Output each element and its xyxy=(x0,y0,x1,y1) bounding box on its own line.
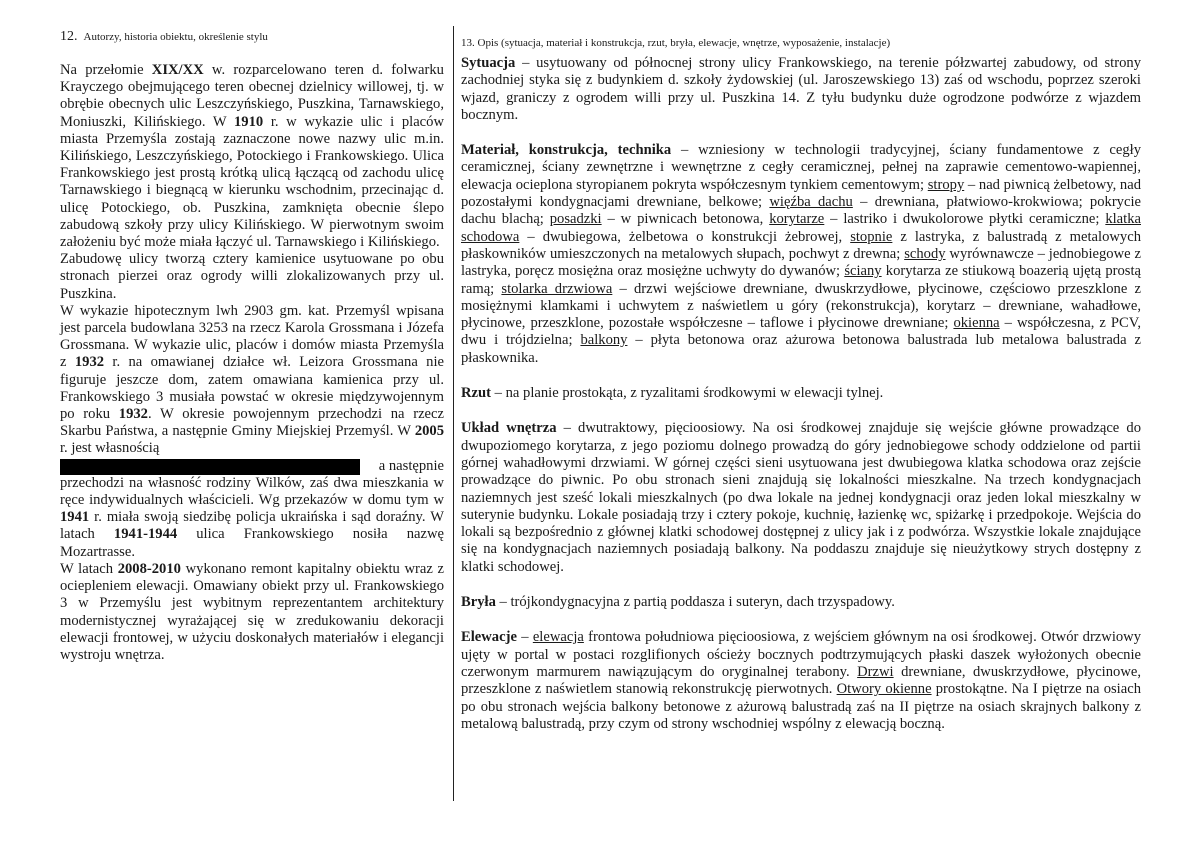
right-section-header: 13. Opis (sytuacja, materiał i konstrukcja, rzut, bryła, elewacje, wnętrze, wyposażenie, instalacje) xyxy=(461,37,891,49)
section-heading: Elewacje xyxy=(461,629,517,646)
history-paragraph-3-cont: przechodzi na własność rodziny Wilków, zaś dwa mieszkania w ręce indywidualnych właścicieli. Wg przekazów w domu tym w 1941 r. miała swoją siedzibę policja ukraińska i sąd doraźny. W latach 1941-1944 ulica Frankowskiego nosiła nazwę Mozartrasse. xyxy=(60,474,444,560)
section-elewacje: Elewacje – elewacja frontowa południowa pięcioosiowa, z wejściem głównym na osi środkowej. Otwór drzwiowy ujęty w portal w postaci rozglifionych ościeży bocznych podtrzymujących płaski daszek wyłożonych obecnie czerwonym marmurem nawiązującym do oryginalnej terabony. Drzwi drewniane, dwuskrzydłowe, płycinowe, przeszklone z naświetlem stanowią rekonstrukcję pierwotnych. Otwory okienne prostokątne. Na I piętrze na osiach po obu stronach wejścia balkony betonowe z ażurową balustradą zaś na II piętrze na osiach skrajnych balkony z metalową balustradą, przy czym od strony wschodniej wspólny z elewacją boczną. xyxy=(461,629,1142,732)
section-bryla: Bryła – trójkondygnacyjna z partią poddasza i suteryn, dach trzyspadowy. xyxy=(461,594,895,611)
section-heading: Sytuacja xyxy=(461,55,516,71)
history-paragraph-3: W wykazie hipotecznym lwh 2903 gm. kat. Przemyśl wpisana jest parcela budowlana 3253 na rzecz Karola Grossmana i Józefa Grossmana. W wykazie ulic, placów i domów miasta Przemyśla z 1932 r. na omawianej działce wł. Leizora Grossmana nie figuruje jeszcze dom, zatem omawiana kamienica przy ul. Frankowskiego 3 musiała powstać w okresie międzywojennym po roku 1932. W okresie powojennym przechodzi na rzecz Skarbu Państwa, a następnie Gminy Miejskiej Przemyśl. W 2005 r. jest własnością xyxy=(60,302,444,457)
section-title: Autorzy, historia obiektu, określenie stylu xyxy=(83,31,268,43)
description-column xyxy=(461,55,1141,751)
section-heading: Materiał, konstrukcja, technika xyxy=(461,142,672,159)
section-number: 12. xyxy=(60,29,78,44)
section-heading: Rzut xyxy=(461,385,491,402)
section-sytuacja: Sytuacja – usytuowany od północnej strony ulicy Frankowskiego, na terenie półzwartej zabudowy, od strony zachodniej styka się z budynkiem d. szkoły żydowskiej (ul. Jaroszewskiego 13) zaś od wschodu, poprzez szeroki wjazd, graniczy z ogrodem willi przy ul. Puszkina 14. Z tyłu budynku duże ogrodzone podwórze z wjazdem bocznym. xyxy=(461,55,1141,123)
history-paragraph-2: Zabudowę ulicy tworzą cztery kamienice usytuowane po obu stronach pierzei oraz ogrody willi zlokalizowanych przy ul. Puszkina. xyxy=(60,251,444,302)
section-heading: Bryła xyxy=(461,594,496,611)
column-divider xyxy=(453,26,454,801)
section-uklad-wnetrza: Układ wnętrza – dwutraktowy, pięcioosiowy. Na osi środkowej znajduje się wejście główne prowadzące do dwupoziomego korytarza, z jego poziomu dolnego prowadzą do góry jednobiegowe schody oddzielone od partii górnej wahadłowymi drzwiami. W górnej części sieni usytuowana jest dwubiegowa klatka schodowa oraz zejście prowadzące do piwnic. Po obu stronach sieni znajdują się lokalności mieszkalne. Na trzech kondygnacjach naziemnych jest sześć lokali mieszkalnych (po dwa lokale na jednej kondygnacji oraz jeden lokal mieszkalny w suterynie budynku. Lokale posiadają trzy i cztery pokoje, kuchnię, łazienkę wc, spiżarkę i przedpokoje. Wejścia do lokali są bezpośrednio z głównej klatki schodowej dostępnej z ulicy jak i z podwórza. Wszystkie lokale znajdujące się na kondygnacjach naziemnych posiadają balkony. Na poddaszu znajduje się nieużytkowy strych dostępny z klatki schodowej. xyxy=(461,420,1141,575)
section-material: Materiał, konstrukcja, technika – wzniesiony w technologii tradycyjnej, ściany fundamentowe z cegły ceramicznej, ściany zewnętrzne i wewnętrzne z cegły ceramicznej, pełnej na zaprawie cementowo-wapiennej, elewacja ocieplona styropianem pokryta współczesnym tynkiem cementowym; stropy – nad piwnicą żelbetowy, nad pozostałymi kondygnacjami drewniane, belkowe; więźba dachu – drewniana, płatwiowo-krokwiowa; pokrycie dachu blachą; posadzki – w piwnicach betonowa, korytarze – lastriko i dwukolorowe płytki ceramiczne; klatka schodowa – dwubiegowa, żelbetowa o konstrukcji żebrowej, stopnie z lastryka, z balustradą z metalowych płaskowników umieszczonych na metalowych słupach, pochwyt z drewna; schody wyrównawcze – jednobiegowe z lastryka, poręcz mosiężna oraz mosiężne uchwyty do dywanów; ściany korytarza ze stiukową boazerią ujętą prostą ramą; stolarka drzwiowa – drzwi wejściowe drewniane, dwuskrzydłowe, płycinowe, częściowo przeszklone z mosiężnymi klamkami i uchwytem z naświetlem u góry (rekonstrukcja), korytarz – drewniane, wahadłowe, płycinowe, przeszklone, pozostałe współczesne – taflowe i płycinowe drewniane; okienna – współczesna, z PCV, dwu i trójdzielna; balkony – płyta betonowa oraz ażurowa betonowa balustrada lub metalowa balustrada z płaskownika. xyxy=(461,142,1141,366)
history-paragraph-1: Na przełomie XIX/XX w. rozparcelowano teren d. folwarku Krayczego obejmującego teren obecnej dzielnicy willowej, tj. w obrębie obecnych ulic Leszczyńskiego, Puszkina, Tarnawskiego, Moniuszki, Kilińskiego. W 1910 r. w wykazie ulic i placów miasta Przemyśla zostają zaznaczone nowe nazwy ulic m.in. Kilińskiego, Leszczyńskiego, Potockiego i Frankowskiego. Ulica Frankowskiego jest prostą krótką ulicą łączącą od zachodu ulicę Tarnawskiego i biegnącą w kierunku wschodnim, przecinając d. ulicę Potockiego, ob. Puszkina, zamknięta obecnie ślepo zabudową szkoły przy ulicy Kilińskiego. W pierwotnym swoim założeniu być może miała łączyć ul. Tarnawskiego i Kilińskiego. xyxy=(60,62,444,251)
history-column: Na przełomie XIX/XX w. rozparcelowano teren d. folwarku Krayczego obejmującego teren obecnej dzielnicy willowej, tj. w obrębie obecnych ulic Leszczyńskiego, Puszkina, Tarnawskiego, Moniuszki, Kilińskiego. W 1910 r. w wykazie ulic i placów miasta Przemyśla zostają zaznaczone nowe nazwy ulic m.in. Kilińskiego, Leszczyńskiego, Potockiego i Frankowskiego. Ulica Frankowskiego jest prostą krótką ulicą łączącą od zachodu ulicę Tarnawskiego i biegnącą w kierunku wschodnim, przecinając d. ulicę Potockiego, ob. Puszkina, zamknięta obecnie ślepo zabudową szkoły przy ulicy Kilińskiego. W pierwotnym swoim założeniu być może miała łączyć ul. Tarnawskiego i Kilińskiego. Zabudowę ulicy tworzą cztery kamienice usytuowane po obu stronach pierzei oraz ogrody willi zlokalizowanych przy ul. Puszkina. W wykazie hipotecznym lwh 2903 gm. kat. Przemyśl wpisana jest parcela budowlana 3253 na rzecz Karola Grossmana i Józefa Grossmana. W wykazie ulic, placów i domów miasta Przemyśla z 1932 r. na omawianej działce wł. Leizora Grossmana nie figuruje jeszcze dom, zatem omawiana kamienica przy ul. Frankowskiego 3 musiała powstać w okresie międzywojennym po roku 1932. W okresie powojennym przechodzi na rzecz Skarbu Państwa, a następnie Gminy Miejskiej Przemyśl. W 2005 r. jest własnością a następnie przechodzi na własność rodziny Wilków, zaś dwa mieszkania w ręce indywidualnych właścicieli. Wg przekazów w domu tym w 1941 r. miała swoją siedzibę policja ukraińska i sąd doraźny. W latach 1941-1944 ulica Frankowskiego nosiła nazwę Mozartrasse. W latach 2008-2010 wykonano remont kapitalny obiektu wraz z ociepleniem elewacji. Omawiany obiekt przy ul. Frankowskiego 3 w Przemyślu jest wybitnym reprezentantem architektury modernistycznej wyrażającej się w zredukowaniu dekoracji elewacji frontowej, w użyciu doskonałych materiałów i elegancji wystroju wnętrza. xyxy=(60,62,444,663)
section-rzut: Rzut – na planie prostokąta, z ryzalitami środkowymi w elewacji tylnej. xyxy=(461,385,884,402)
section-heading: Układ wnętrza xyxy=(461,420,557,437)
history-paragraph-4: W latach 2008-2010 wykonano remont kapitalny obiektu wraz z ociepleniem elewacji. Omawiany obiekt przy ul. Frankowskiego 3 w Przemyślu jest wybitnym reprezentantem architektury modernistycznej wyrażającej się w zredukowaniu dekoracji elewacji frontowej, w użyciu doskonałych materiałów i elegancji wystroju wnętrza. xyxy=(60,560,444,663)
redaction-bar xyxy=(60,459,360,475)
left-section-header xyxy=(60,30,268,44)
